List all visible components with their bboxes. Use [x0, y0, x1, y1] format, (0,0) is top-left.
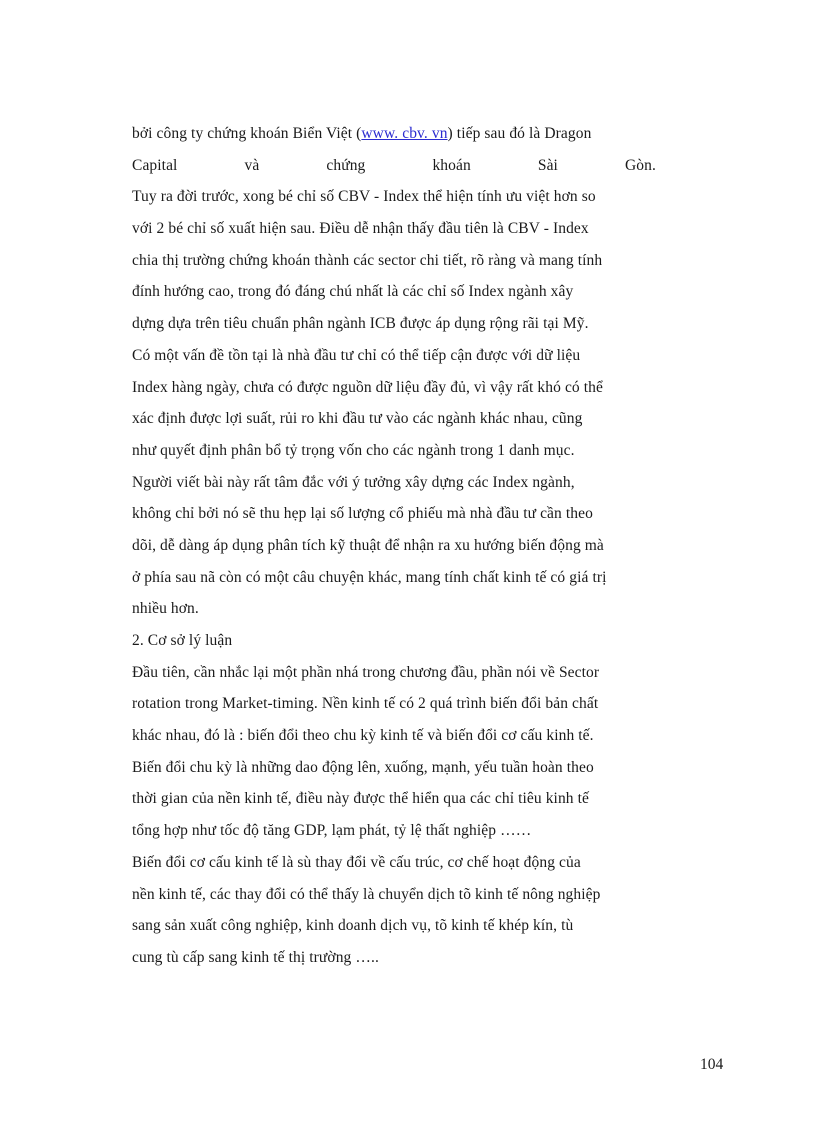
word: Capital: [132, 156, 178, 174]
line1-before-link: bởi công ty chứng khoán Biển Việt (: [132, 125, 362, 142]
text-line: dựng dựa trên tiêu chuẩn phân ngành ICB được áp dụng rộng rãi tại Mỹ.: [132, 315, 589, 333]
text-line: tổng hợp như tốc độ tăng GDP, lạm phát, tỷ lệ thất nghiệp ……: [132, 822, 532, 840]
text-line: cung tù cấp sang kinh tế thị trường …..: [132, 948, 379, 966]
body-text: [132, 118, 656, 974]
text-line: ở phía sau nã còn có một câu chuyện khác, mang tính chất kinh tế có giá trị: [132, 568, 607, 586]
text-line: thời gian của nền kinh tế, điều này được thể hiển qua các chỉ tiêu kinh tế: [132, 790, 590, 808]
text-line: nền kinh tế, các thay đổi có thể thấy là chuyển dịch tõ kinh tế nông nghiệp: [132, 885, 601, 903]
page-number: 104: [700, 1056, 724, 1073]
text-line: Đầu tiên, cần nhắc lại một phần nhá trong chương đầu, phần nói về Sector: [132, 663, 600, 681]
word: Gòn.: [625, 156, 656, 174]
text-line: 2. Cơ sở lý luận: [132, 632, 233, 649]
text-line: xác định được lợi suất, rủi ro khi đầu tư vào các ngành khác nhau, cũng: [132, 410, 583, 428]
text-line: đính hướng cao, trong đó đáng chú nhất là các chỉ số Index ngành xây: [132, 283, 574, 301]
text-line: Biến đổi chu kỳ là những dao động lên, xuống, mạnh, yếu tuần hoàn theo: [132, 758, 594, 776]
text-line: Tuy ra đời trước, xong bé chỉ số CBV - Index thể hiện tính ưu việt hơn so: [132, 188, 596, 206]
text-line: rotation trong Market-timing. Nền kinh tế có 2 quá trình biến đổi bản chất: [132, 695, 599, 713]
text-line: Biến đổi cơ cấu kinh tế là sù thay đổi về cấu trúc, cơ chế hoạt động của: [132, 853, 581, 871]
text-line: như quyết định phân bổ tỷ trọng vốn cho các ngành trong 1 danh mục.: [132, 441, 575, 459]
text-line: Index hàng ngày, chưa có được nguồn dữ liệu đầy đủ, vì vậy rất khó có thể: [132, 378, 603, 396]
text-line: với 2 bé chỉ số xuất hiện sau. Điều dễ nhận thấy đầu tiên là CBV - Index: [132, 220, 589, 238]
text-line: sang sản xuất công nghiệp, kinh doanh dịch vụ, tõ kinh tế khép kín, tù: [132, 917, 574, 935]
text-line: không chỉ bởi nó sẽ thu hẹp lại số lượng cổ phiếu mà nhà đầu tư cần theo: [132, 505, 593, 523]
line1-after-link: ) tiếp sau đó là Dragon: [447, 125, 592, 142]
text-line: Người viết bài này rất tâm đắc với ý tưởng xây dựng các Index ngành,: [132, 473, 575, 491]
text-line: dõi, dễ dàng áp dụng phân tích kỹ thuật để nhận ra xu hướng biến động mà: [132, 536, 604, 554]
text-lines: [132, 181, 656, 973]
text-line-2: [132, 150, 656, 182]
word: khoán: [432, 156, 471, 174]
text-line: khác nhau, đó là : biến đổi theo chu kỳ kinh tế và biến đổi cơ cấu kinh tế.: [132, 727, 594, 745]
text-line: chia thị trường chứng khoán thành các sector chi tiết, rõ ràng và mang tính: [132, 251, 603, 269]
cbv-link[interactable]: www. cbv. vn: [361, 125, 448, 142]
text-line-1: [132, 118, 656, 150]
text-line: Có một vấn đề tồn tại là nhà đầu tư chỉ có thể tiếp cận được với dữ liệu: [132, 346, 581, 364]
word: Sài: [537, 156, 558, 174]
text-line: nhiều hơn.: [132, 600, 199, 618]
word: và: [244, 156, 260, 174]
word: chứng: [326, 156, 366, 174]
